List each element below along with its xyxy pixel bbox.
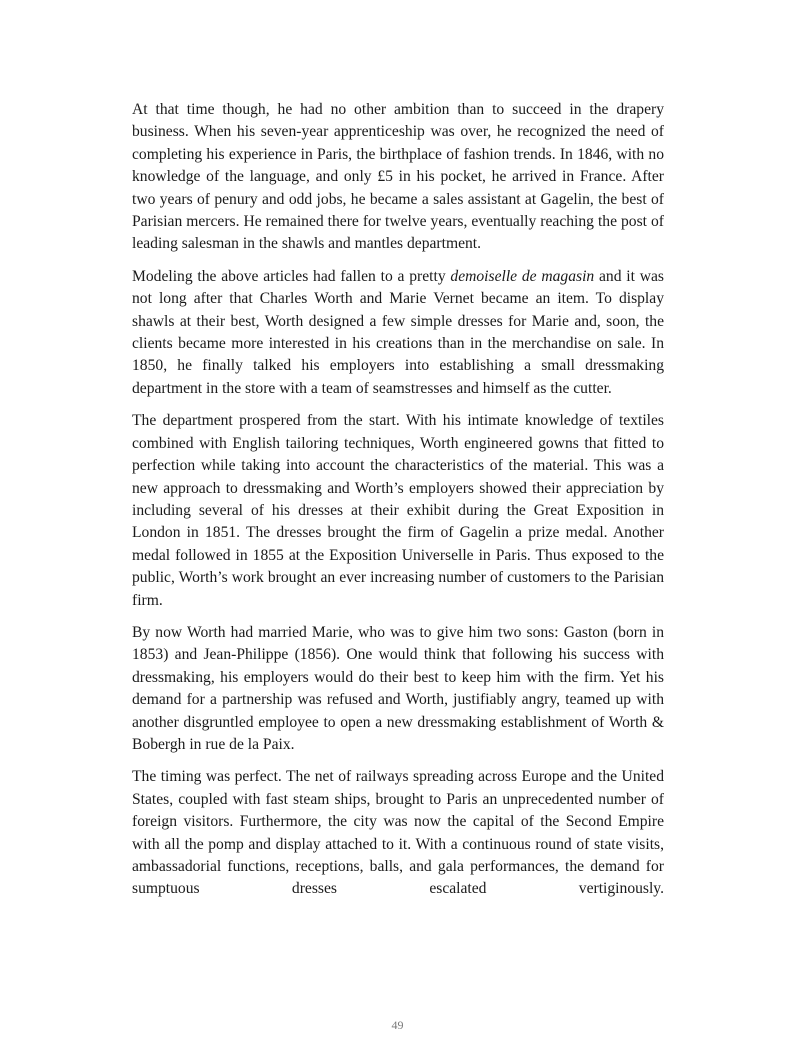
paragraph-marie-vernet xyxy=(132,266,664,400)
paragraph-text-before: Modeling the above articles had fallen to a pretty xyxy=(132,267,451,285)
paragraph-timing: The timing was perfect. The net of railways spreading across Europe and the United States, coupled with fast steam ships, brought to Paris an unprecedented number of foreign visitors. Furthermore, the city was now the capital of the Second Empire with all the pomp and display attached to it. With a continuous round of state visits, ambassadorial functions, receptions, balls, and gala performances, the demand for sumptuous dresses escalated vertiginously. xyxy=(132,768,664,898)
page-number: 49 xyxy=(391,1018,404,1032)
body-text xyxy=(132,99,664,911)
italic-phrase: demoiselle de magasin xyxy=(450,267,595,285)
paragraph-text-after: and it was not long after that Charles Worth and Marie Vernet became an item. To display shawls at their best, Worth designed a few simple dresses for Marie and, soon, the clients became more interested in his creations than in the merchandise on sale. In 1850, he finally talked his employers into establishing a small dressmaking department in the store with a team of seamstresses and himself as the cutter. xyxy=(132,267,664,397)
paragraph-marriage: By now Worth had married Marie, who was to give him two sons: Gaston (born in 1853) and Jean-Philippe (1856). One would think that following his success with dressmaking, his employers would do their best to keep him with the firm. Yet his demand for a partnership was refused and Worth, justifiably angry, teamed up with another disgruntled employee to open a new dressmaking establishment of Worth & Bobergh in rue de la Paix. xyxy=(132,623,664,753)
paragraph-apprenticeship: At that time though, he had no other ambition than to succeed in the drapery business. When his seven-year apprenticeship was over, he recognized the need of completing his experience in Paris, the birthplace of fashion trends. In 1846, with no knowledge of the language, and only £5 in his pocket, he arrived in France. After two years of penury and odd jobs, he became a sales assistant at Gagelin, the best of Parisian mercers. He remained there for twelve years, eventually reaching the post of leading salesman in the shawls and mantles department. xyxy=(132,101,664,253)
paragraph-department: The department prospered from the start. With his intimate knowledge of textiles combined with English tailoring techniques, Worth engineered gowns that fitted to perfection while taking into account the characteristics of the material. This was a new approach to dressmaking and Worth’s employers showed their appreciation by including several of his dresses at their exhibit during the Great Exposition in London in 1851. The dresses brought the firm of Gagelin a prize medal. Another medal followed in 1855 at the Exposition Universelle in Paris. Thus exposed to the public, Worth’s work brought an ever increasing number of customers to the Parisian firm. xyxy=(132,412,664,609)
